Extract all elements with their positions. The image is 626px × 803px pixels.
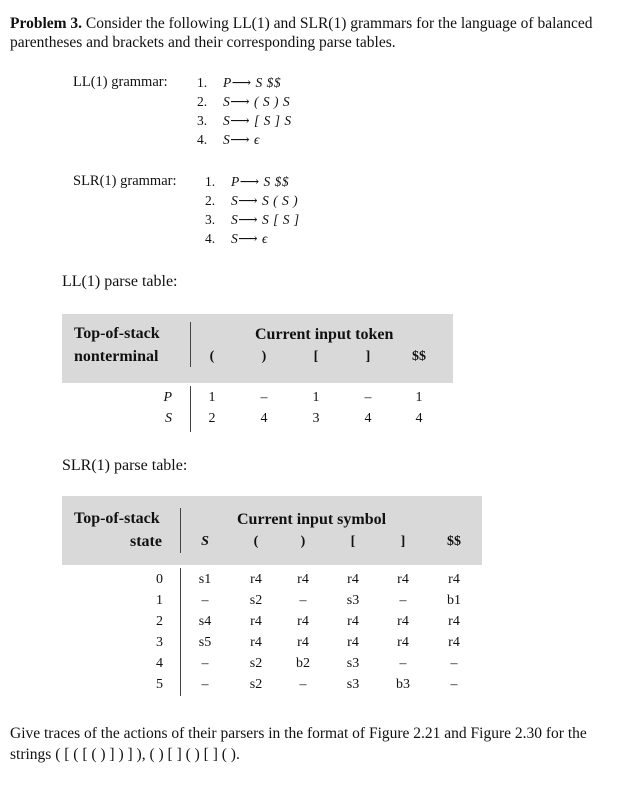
slr-cell: s3 xyxy=(346,656,360,671)
slr-grammar-rules xyxy=(205,172,300,248)
slr-rule-num: 2. xyxy=(205,193,216,208)
slr-row-label: 5 xyxy=(156,677,163,692)
ll-cell: 4 xyxy=(364,411,372,426)
ll-cell: 3 xyxy=(312,411,320,426)
ll-cell: – xyxy=(260,390,268,405)
problem-text: Consider the following LL(1) and SLR(1) grammars for the language of balanced parentheses and brackets and their corresponding parse tables. xyxy=(10,15,593,51)
slr-cell: r4 xyxy=(347,572,359,587)
slr-cell: r4 xyxy=(347,614,359,629)
problem-statement xyxy=(10,14,616,52)
slr-rule-3 xyxy=(205,210,300,229)
slr-col-label: S xyxy=(201,534,209,549)
ll-col-label: ( xyxy=(209,349,215,364)
ll-col-label: $$ xyxy=(412,349,426,364)
slr-row-header-line1: Top-of-stack xyxy=(74,510,160,527)
slr-rule-4 xyxy=(205,229,300,248)
slr-cell: s5 xyxy=(198,635,212,650)
slr-cell: r4 xyxy=(250,572,262,587)
ll-cell: 4 xyxy=(415,411,423,426)
slr-cell: b1 xyxy=(447,593,461,608)
slr-cell: s3 xyxy=(346,677,360,692)
ll-rule-body: S⟶ ( S ) S xyxy=(223,94,291,109)
ll-cell: 1 xyxy=(208,390,216,405)
slr-rule-body: S⟶ S ( S ) xyxy=(231,193,299,208)
ll-row-header-line1: Top-of-stack xyxy=(74,325,160,342)
slr-rule-body: S⟶ ϵ xyxy=(231,231,268,246)
slr-cell: r4 xyxy=(297,572,309,587)
slr-cell: r4 xyxy=(347,635,359,650)
slr-cell: – xyxy=(450,677,458,692)
ll-rule-body: S⟶ [ S ] S xyxy=(223,113,292,128)
task-statement: Give traces of the actions of their parsers in the format of Figure 2.21 and Figure 2.30 for the strings ( [ ( [ ( ) ] ) ] ), ( ) [ ] ( ) [ ] ( ). xyxy=(10,725,587,763)
slr-cell: b3 xyxy=(396,677,410,692)
slr-rule-2 xyxy=(205,191,300,210)
slr-cell: r4 xyxy=(448,614,460,629)
ll-cell: – xyxy=(364,390,372,405)
ll-grammar-label: LL(1) grammar: xyxy=(73,74,168,90)
slr-cell: r4 xyxy=(397,635,409,650)
ll-rule-1 xyxy=(197,73,292,92)
ll-rule-num: 4. xyxy=(197,132,208,147)
slr-cell: – xyxy=(299,677,307,692)
slr-col-header: Current input symbol xyxy=(237,511,387,528)
ll-row-header-line2: nonterminal xyxy=(74,348,159,365)
slr-cell: b2 xyxy=(296,656,310,671)
slr-cell: r4 xyxy=(448,572,460,587)
ll-col-header: Current input token xyxy=(255,326,394,343)
ll-cell: 4 xyxy=(260,411,268,426)
slr-row-label: 3 xyxy=(156,635,163,650)
ll-cell: 1 xyxy=(312,390,320,405)
ll-rule-num: 2. xyxy=(197,94,208,109)
slr-cell: s3 xyxy=(346,593,360,608)
slr-cell: r4 xyxy=(397,572,409,587)
slr-col-label: [ xyxy=(350,534,356,549)
ll-cell: 1 xyxy=(415,390,423,405)
slr-cell: s2 xyxy=(249,677,263,692)
slr-cell: r4 xyxy=(250,614,262,629)
ll-col-label: ] xyxy=(365,349,371,364)
slr-cell: r4 xyxy=(297,614,309,629)
slr-cell: r4 xyxy=(250,635,262,650)
slr-cell: – xyxy=(299,593,307,608)
problem-label: Problem 3. xyxy=(10,15,83,32)
ll-rule-body: S⟶ ϵ xyxy=(223,132,260,147)
ll-col-label: ) xyxy=(261,349,267,364)
slr-col-label: ( xyxy=(253,534,259,549)
slr-cell: – xyxy=(450,656,458,671)
slr-cell: – xyxy=(399,656,407,671)
ll-rule-2 xyxy=(197,92,292,111)
slr-col-label: ] xyxy=(400,534,406,549)
slr-row-label: 4 xyxy=(156,656,163,671)
ll-body-divider xyxy=(190,386,191,432)
slr-table-title: SLR(1) parse table: xyxy=(62,457,188,474)
slr-row-header-line2: state xyxy=(130,533,162,550)
ll-rule-body: P⟶ S $$ xyxy=(223,75,282,90)
ll-cell: 2 xyxy=(208,411,216,426)
ll-rule-num: 1. xyxy=(197,75,208,90)
ll-col-label: [ xyxy=(313,349,319,364)
slr-header-divider xyxy=(180,508,181,553)
slr-cell: r4 xyxy=(297,635,309,650)
slr-cell: s2 xyxy=(249,656,263,671)
slr-row-label: 0 xyxy=(156,572,163,587)
slr-grammar-label: SLR(1) grammar: xyxy=(73,173,177,189)
ll-grammar-rules xyxy=(197,73,292,149)
slr-row-label: 1 xyxy=(156,593,163,608)
slr-cell: – xyxy=(201,677,209,692)
slr-cell: r4 xyxy=(448,635,460,650)
slr-rule-body: P⟶ S $$ xyxy=(231,174,290,189)
slr-body-divider xyxy=(180,568,181,696)
ll-row-label: S xyxy=(165,411,172,426)
ll-table-title: LL(1) parse table: xyxy=(62,273,178,290)
slr-cell: – xyxy=(201,593,209,608)
slr-cell: s1 xyxy=(198,572,212,587)
slr-table-header-band xyxy=(62,496,482,565)
slr-rule-1 xyxy=(205,172,300,191)
slr-cell: – xyxy=(399,593,407,608)
ll-rule-3 xyxy=(197,111,292,130)
slr-row-label: 2 xyxy=(156,614,163,629)
ll-rule-num: 3. xyxy=(197,113,208,128)
ll-header-divider xyxy=(190,322,191,367)
ll-rule-4 xyxy=(197,130,292,149)
slr-cell: s2 xyxy=(249,593,263,608)
slr-cell: r4 xyxy=(397,614,409,629)
slr-rule-num: 4. xyxy=(205,231,216,246)
slr-cell: s4 xyxy=(198,614,212,629)
slr-rule-num: 1. xyxy=(205,174,216,189)
ll-row-label: P xyxy=(163,390,172,405)
slr-cell: – xyxy=(201,656,209,671)
slr-rule-body: S⟶ S [ S ] xyxy=(231,212,300,227)
slr-col-label: ) xyxy=(300,534,306,549)
slr-rule-num: 3. xyxy=(205,212,216,227)
slr-col-label: $$ xyxy=(447,534,461,549)
